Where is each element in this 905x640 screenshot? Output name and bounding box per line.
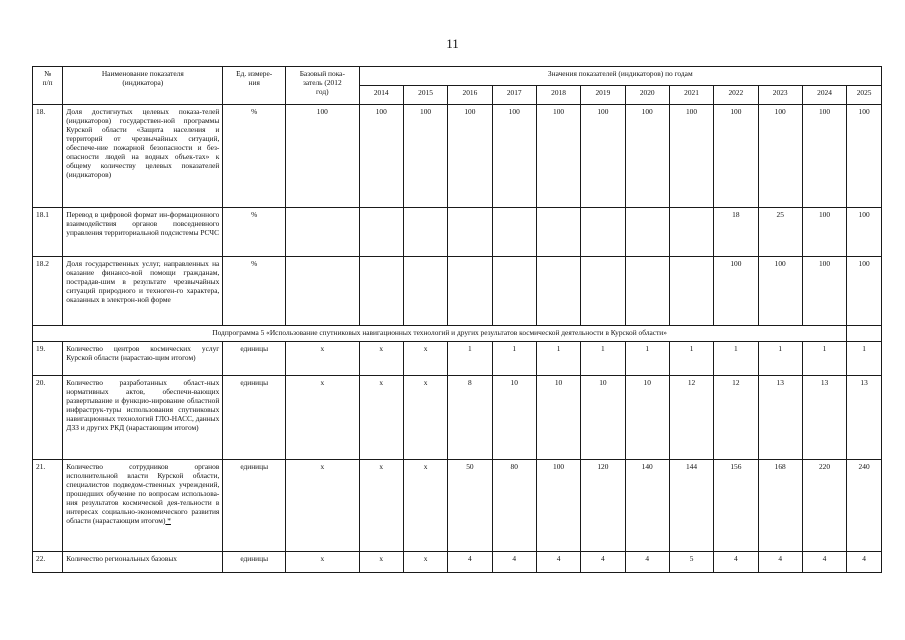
year-value: 4: [536, 552, 580, 573]
year-header: 2023: [758, 86, 802, 105]
year-value: 1: [625, 342, 669, 376]
col-header-name: Наименование показателя (индикатора): [63, 67, 223, 105]
year-value: 240: [847, 460, 882, 552]
table-row: [33, 257, 882, 326]
indicator-name-text: Доля государственных услуг, направленных на оказание финансо-вой помощи гражданам, пострадав-шим в результате чрезвычайных ситуаций природного и техноген-го характера, оказанных в электрон-ной форме: [66, 259, 220, 305]
table-row: [33, 376, 882, 460]
year-value: 140: [625, 460, 669, 552]
year-value: 156: [714, 460, 758, 552]
year-value: 4: [758, 552, 802, 573]
year-value: 4: [492, 552, 536, 573]
year-value: [581, 257, 625, 326]
base-value: х: [286, 552, 360, 573]
indicator-name: [63, 208, 223, 257]
year-value: 100: [669, 105, 713, 208]
row-number: 19.: [33, 342, 63, 376]
indicator-name: [63, 460, 223, 552]
indicator-name: [63, 342, 223, 376]
year-value: 220: [802, 460, 846, 552]
indicator-name: [63, 376, 223, 460]
year-header: 2024: [802, 86, 846, 105]
year-value: 100: [492, 105, 536, 208]
indicator-name-text: Количество региональных базовых: [66, 554, 177, 563]
year-value: 1: [847, 342, 882, 376]
row-number: 18.: [33, 105, 63, 208]
subprogram-end-cell: [847, 326, 882, 342]
year-value: [625, 208, 669, 257]
year-value: 100: [714, 257, 758, 326]
year-header: 2020: [625, 86, 669, 105]
col-header-values: Значения показателей (индикаторов) по годам: [359, 67, 881, 86]
year-value: 8: [448, 376, 492, 460]
year-value: 1: [448, 342, 492, 376]
header-row: [33, 67, 882, 86]
indicator-name: [63, 105, 223, 208]
year-value: 100: [359, 105, 403, 208]
year-value: 100: [847, 208, 882, 257]
indicators-table: [32, 66, 882, 573]
year-value: 1: [669, 342, 713, 376]
year-value: х: [403, 342, 447, 376]
table-row: [33, 342, 882, 376]
year-value: 50: [448, 460, 492, 552]
year-value: 100: [802, 105, 846, 208]
col-header-base: Базовый пока- затель (2012 год): [286, 67, 360, 105]
subprogram-row: [33, 326, 882, 342]
year-value: 10: [536, 376, 580, 460]
unit-cell: %: [223, 105, 286, 208]
year-value: 1: [536, 342, 580, 376]
year-value: [492, 257, 536, 326]
year-value: 4: [714, 552, 758, 573]
year-header: 2022: [714, 86, 758, 105]
year-value: х: [403, 552, 447, 573]
year-value: 1: [581, 342, 625, 376]
subprogram-title: Подпрограмма 5 «Использование спутниковых навигационных технологий и других результатов космической деятельности в Курской области»: [33, 326, 847, 342]
base-value: х: [286, 460, 360, 552]
row-number: 18.1: [33, 208, 63, 257]
year-value: 4: [625, 552, 669, 573]
row-number: 20.: [33, 376, 63, 460]
year-header: 2014: [359, 86, 403, 105]
year-value: 4: [581, 552, 625, 573]
base-value: [286, 208, 360, 257]
year-value: 100: [802, 257, 846, 326]
col-header-unit: Ед. измере- ния: [223, 67, 286, 105]
indicator-name: [63, 552, 223, 573]
year-value: 13: [847, 376, 882, 460]
year-value: х: [359, 342, 403, 376]
year-value: 100: [581, 105, 625, 208]
indicator-name-text: Количество сотрудников органов исполнительной власти Курской области, специалистов подведом-ственных учреждений, прошедших обучение по вопросам использова-ния результатов космической дея-тельности в интересах социально-экономического развития области (нарастающим итогом): [66, 462, 220, 526]
year-value: [669, 208, 713, 257]
year-header: 2025: [847, 86, 882, 105]
year-header: 2015: [403, 86, 447, 105]
year-value: 12: [669, 376, 713, 460]
year-header: 2019: [581, 86, 625, 105]
base-value: [286, 257, 360, 326]
year-value: [492, 208, 536, 257]
year-value: 1: [802, 342, 846, 376]
year-value: 13: [758, 376, 802, 460]
footnote-mark: *: [165, 516, 171, 526]
year-value: х: [403, 460, 447, 552]
year-value: х: [359, 460, 403, 552]
year-value: [359, 208, 403, 257]
year-value: 4: [847, 552, 882, 573]
year-value: [536, 208, 580, 257]
table-row: [33, 552, 882, 573]
year-value: [403, 208, 447, 257]
year-value: 144: [669, 460, 713, 552]
year-header: 2021: [669, 86, 713, 105]
year-value: 100: [802, 208, 846, 257]
indicator-name-text: Перевод в цифровой формат ин-формационного взаимодействия органов повседневного управления территориальной подсистемы РСЧС: [66, 210, 220, 238]
year-value: 100: [536, 105, 580, 208]
year-value: 100: [758, 105, 802, 208]
year-value: 10: [492, 376, 536, 460]
row-number: 22.: [33, 552, 63, 573]
year-value: [536, 257, 580, 326]
indicator-name-text: Доля достигнутых целевых показа-телей (индикаторов) государствен-ной программы Курской области «Защита населения и территорий от чрезвычайных ситуаций, обеспече-ние пожарной безопасности и без-опасности людей на водных объек-тах» к общему количеству целевых показателей (индикаторов): [66, 107, 220, 180]
year-value: 1: [492, 342, 536, 376]
year-header: 2016: [448, 86, 492, 105]
unit-cell: %: [223, 208, 286, 257]
year-value: 120: [581, 460, 625, 552]
row-number: 18.2: [33, 257, 63, 326]
year-value: 100: [714, 105, 758, 208]
year-value: [581, 208, 625, 257]
year-value: х: [403, 376, 447, 460]
col-header-num: № п/п: [33, 67, 63, 105]
unit-cell: единицы: [223, 342, 286, 376]
indicator-name-text: Количество разработанных област-ных нормативных актов, обеспечи-вающих развертывание и функцио-нирование областной инфраструк-туры использования спутниковых навигационных технологий ГЛО-НАСС, данных ДЗЗ и других РКД (нарастающим итогом): [66, 378, 220, 433]
year-value: 4: [802, 552, 846, 573]
year-value: [669, 257, 713, 326]
unit-cell: %: [223, 257, 286, 326]
year-value: [359, 257, 403, 326]
year-value: 10: [581, 376, 625, 460]
table-row: [33, 460, 882, 552]
year-value: 10: [625, 376, 669, 460]
year-value: 1: [714, 342, 758, 376]
year-value: 1: [758, 342, 802, 376]
year-value: 100: [536, 460, 580, 552]
year-header: 2017: [492, 86, 536, 105]
year-value: 25: [758, 208, 802, 257]
table-row: [33, 208, 882, 257]
year-value: 100: [758, 257, 802, 326]
year-value: х: [359, 376, 403, 460]
year-value: 18: [714, 208, 758, 257]
year-value: 80: [492, 460, 536, 552]
year-value: 100: [847, 105, 882, 208]
year-value: 4: [448, 552, 492, 573]
unit-cell: единицы: [223, 376, 286, 460]
year-value: 100: [403, 105, 447, 208]
year-value: х: [359, 552, 403, 573]
year-value: 100: [448, 105, 492, 208]
year-value: 13: [802, 376, 846, 460]
year-value: [403, 257, 447, 326]
row-number: 21.: [33, 460, 63, 552]
year-value: 168: [758, 460, 802, 552]
year-value: 5: [669, 552, 713, 573]
page-number: 11: [446, 36, 459, 51]
year-value: 100: [847, 257, 882, 326]
year-value: [625, 257, 669, 326]
indicator-name: [63, 257, 223, 326]
unit-cell: единицы: [223, 552, 286, 573]
base-value: х: [286, 342, 360, 376]
table-row: [33, 105, 882, 208]
year-header: 2018: [536, 86, 580, 105]
unit-cell: единицы: [223, 460, 286, 552]
year-value: 100: [625, 105, 669, 208]
year-value: [448, 208, 492, 257]
base-value: 100: [286, 105, 360, 208]
year-value: [448, 257, 492, 326]
base-value: х: [286, 376, 360, 460]
year-value: 12: [714, 376, 758, 460]
indicator-name-text: Количество центров космических услуг Курской области (нарастаю-щим итогом): [66, 344, 220, 363]
